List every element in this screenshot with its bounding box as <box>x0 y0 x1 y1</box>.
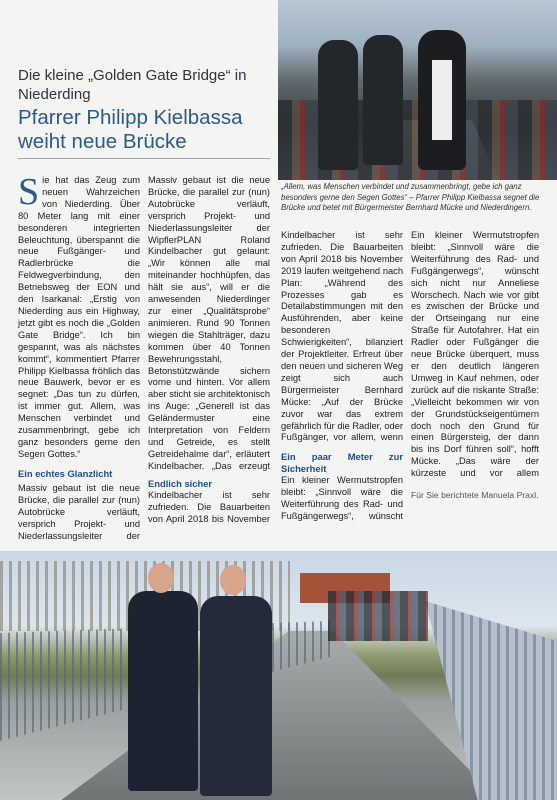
article-column-3 <box>281 230 403 523</box>
photo-head <box>220 565 246 595</box>
photo-crowd <box>328 591 428 641</box>
photo-person <box>318 40 358 170</box>
paragraph-text: Massiv gebaut ist die neue Brücke, die parallel zur (nun) Autobrücke verläuft, versprich Projekt- und Niederlassungsleiter der WipflerPLAN Roland Kindelbacher gut gelaunt: „Wir können alle mal miteinander hochhüpfen, das hält sie aus“, will er die anwesenden Niederdinger zur einer „Qualitätsprobe“ animieren. Rund 90 Tonnen wiegen die Stahlträger, dazu kommen über 40 Tonnen Bewehrungsstahl, Betonstützwände sichern vorne und hinten. Vor allem aber sticht sie architektonisch ins Auge: „Generell ist das Geländermuster eine Interpretation von Feldern und Getreide, es stellt Getreidehalme dar“, erläutert Kindelbacher. „Das erzeugt <box>148 175 270 471</box>
photo-priest <box>418 30 466 170</box>
article-column-4 <box>411 230 539 502</box>
photo-head <box>148 563 174 593</box>
subheading-sicher: Endlich sicher <box>148 478 213 489</box>
divider <box>18 158 270 159</box>
article-column-2 <box>148 175 270 526</box>
subheading-glanzlicht: Ein echtes Glanzlicht <box>18 467 113 479</box>
paragraph-text: Kindelbacher ist sehr zufrieden. Die Bauarbeiten von April 2018 bis November <box>148 490 270 524</box>
article-kicker: Die kleine „Golden Gate Bridge“ in Niederding <box>18 67 247 103</box>
article-column-1-lower <box>18 483 140 543</box>
article-headline: Pfarrer Philipp Kielbassa weiht neue Brücke <box>18 106 243 153</box>
paragraph-text: Kindelbacher ist sehr zufrieden. Die Bauarbeiten von April 2018 bis November 2019 laufen weitgehend nach Plan: „Während des Prozesses gab es Detailabstimmungen mit den Ausführenden, aber keine besonderen Schwierigkeiten“, bilanziert der Projektleiter. Erfreut über den neuen und sicheren Weg zeigt sich auch Bürgermeister Bernhard Mücke: „Auf der Brücke zuvor war das extrem gefährlich für die Radler, oder Fußgänger, vor allem, wenn <box>281 230 403 443</box>
drop-cap: S <box>18 171 40 213</box>
paragraph-text: Ein kleiner Wermutstropfen bleibt: „Sinnvoll wäre die Weiterführung des Rad- und Fußgängerwegs“, wünscht sich nicht nur Anneliese Worschech. Nach wie vor gibt es zwischen der Brücke und der Ortseingang nur eine Straße für Autofahrer. Hat ein Radler oder Fußgänger die neue Brücke überquert, muss er den deutlich längeren Umweg in Kauf nehmen, oder zurück auf die riskante Straße: „Vielleicht bekommen wir von der Grundstückseigentümern doch noch den Grund für einen Bürgersteig, der dann bis ins Dorf führen soll“, hofft Mücke. „Das wäre der kürzeste und vor allem <box>411 230 539 479</box>
photo-caption: „Allem, was Menschen verbindet und zusammenbringt, gebe ich ganz besonders gerne den Segen Gottes“ – Pfarrer Philipp Kielbassa segnet die Brücke und betet mit Bürgermeister Bernhard Mücke und Niederdingern. <box>281 182 540 212</box>
paragraph-text: Ein kleiner Wermutstropfen bleibt: „Sinnvoll wäre die Weiterführung des Rad- und Fußgängerwegs“, wünscht <box>281 475 403 521</box>
photo-man-left <box>128 591 198 791</box>
photo-person <box>363 35 403 165</box>
photo-man-right <box>200 596 272 796</box>
paragraph-text: ie hat das Zeug zum neuen Wahrzeichen von Niederding. Über 80 Meter lang mit einer besonderen integrierten Beleuchtung, überspannt die neue Fußgänger- und Radlerbrücke die Feldwegverbindung, den Betriebsweg der EON und den Isarkanal: „Erstig von Niederding aus ein Highway, jetzt gibt es noch die „Golden Gate Bridge“. Ich bin gespannt, was als nächstes kommt“, kommentiert Pfarrer Philipp Kielbassa fröhlich das neue Bauwerk, bevor er es segnet: „Das tun zu dürfen, ist immer gut. Allem, was Menschen verbindet und zusammenbringt, gebe ich ganz besonders gerne den Segen Gottes.“ <box>18 175 140 459</box>
subheading-sicherheit: Ein paar Meter zur Sicherheit <box>281 451 403 474</box>
photo-bridge-walk <box>0 551 557 800</box>
paragraph-text: Massiv gebaut ist die neue Brücke, die parallel zur (nun) Autobrücke verläuft, versprich Projekt- und Niederlassungsleiter der <box>18 483 140 541</box>
photo-blessing <box>278 0 557 180</box>
paragraph <box>18 171 140 461</box>
article-column-1 <box>18 171 140 480</box>
byline: Für Sie berichtete Manuela Praxl. <box>411 490 539 500</box>
